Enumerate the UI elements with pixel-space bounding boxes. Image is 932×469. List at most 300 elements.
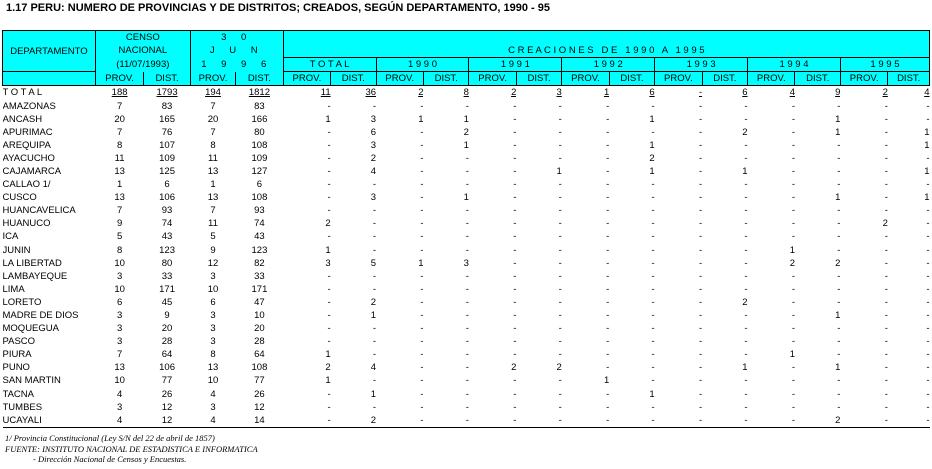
table-cell: 10 xyxy=(207,283,219,295)
table-cell: - xyxy=(327,401,331,413)
table-cell: 108 xyxy=(251,139,268,151)
table-row xyxy=(3,283,930,296)
table-cell: - xyxy=(744,179,748,191)
department-name: PASCO xyxy=(2,336,36,348)
table-cell: 2 xyxy=(742,296,748,308)
table-cell: 2 xyxy=(835,257,841,269)
table-row xyxy=(3,296,930,309)
table-cell: 7 xyxy=(210,100,216,112)
table-cell: - xyxy=(465,349,469,361)
table-cell: - xyxy=(791,323,795,335)
table-cell: - xyxy=(926,349,930,361)
table-cell: - xyxy=(558,270,562,282)
table-cell: - xyxy=(465,283,469,295)
table-cell: - xyxy=(744,100,748,112)
total-value: 4 xyxy=(789,87,795,99)
table-cell: - xyxy=(702,414,747,428)
jun-header-line2: J U N xyxy=(190,44,283,58)
table-cell: - xyxy=(884,165,888,177)
table-cell: 20 xyxy=(161,323,173,335)
table-cell: - xyxy=(748,414,795,428)
table-cell: - xyxy=(327,152,331,164)
table-cell: - xyxy=(372,218,377,230)
table-cell: - xyxy=(884,362,888,374)
department-name: HUANCAVELICA xyxy=(2,205,76,217)
table-cell: 3 xyxy=(210,310,216,322)
table-cell: - xyxy=(558,139,562,151)
table-cell: 4 xyxy=(116,388,123,400)
table-cell: - xyxy=(513,283,517,295)
table-cell: - xyxy=(651,401,655,413)
table-cell xyxy=(283,86,330,100)
table-cell: 28 xyxy=(254,336,265,348)
censo-header-line3: (11/07/1993) xyxy=(95,58,190,72)
table-cell: 1 xyxy=(116,179,123,191)
table-cell: - xyxy=(465,231,469,243)
table-cell: 1 xyxy=(325,375,331,387)
departamento-header: DEPARTAMENTO xyxy=(3,31,96,72)
table-cell: 11 xyxy=(208,218,218,230)
table-cell: - xyxy=(558,375,562,387)
table-cell: - xyxy=(465,336,469,348)
table-cell: - xyxy=(606,362,610,374)
table-cell: 127 xyxy=(251,165,268,177)
table-cell: - xyxy=(420,296,424,308)
table-cell: 10 xyxy=(114,375,125,387)
table-cell: 1 xyxy=(924,165,930,177)
table-cell: - xyxy=(744,336,748,348)
year-header: 1 9 9 4 xyxy=(748,58,841,72)
total-value: 1 xyxy=(603,87,610,99)
total-value: 4 xyxy=(924,87,930,99)
jun-header-line1: 3 0 xyxy=(190,31,283,45)
table-cell: 3 xyxy=(116,310,123,322)
table-cell: 6 xyxy=(164,179,170,191)
table-cell: 11 xyxy=(114,152,125,164)
table-cell: - xyxy=(558,152,562,164)
table-cell: 13 xyxy=(114,165,125,177)
censo-header-line2: NACIONAL xyxy=(95,44,190,58)
table-cell: 2 xyxy=(463,126,469,138)
department-name: LAMBAYEQUE xyxy=(2,270,68,282)
table-cell xyxy=(702,86,747,100)
table-cell: - xyxy=(420,323,424,335)
table-cell: - xyxy=(744,113,748,125)
table-cell: - xyxy=(884,257,888,269)
table-cell: - xyxy=(651,218,655,230)
total-value: 2 xyxy=(882,87,888,99)
table-cell: - xyxy=(651,244,655,256)
table-cell: - xyxy=(884,323,888,335)
table-cell: - xyxy=(837,283,841,295)
table-cell: 80 xyxy=(161,257,173,269)
table-cell: - xyxy=(372,205,377,217)
table-cell: - xyxy=(606,323,610,335)
table-cell: 5 xyxy=(370,257,377,269)
department-name: SAN MARTIN xyxy=(2,375,61,387)
prov-column-header: PROV. xyxy=(376,72,423,86)
table-cell: - xyxy=(283,414,330,428)
table-cell: 76 xyxy=(161,126,173,138)
table-cell: - xyxy=(926,336,930,348)
year-header: 1 9 9 3 xyxy=(655,58,748,72)
table-cell: - xyxy=(420,152,424,164)
table-cell: - xyxy=(837,152,841,164)
table-cell: - xyxy=(372,349,377,361)
table-cell: - xyxy=(884,126,888,138)
total-value: 8 xyxy=(463,87,469,99)
table-cell: 26 xyxy=(161,388,173,400)
table-cell: - xyxy=(651,100,655,112)
table-cell: - xyxy=(558,310,562,322)
table-cell: - xyxy=(884,205,888,217)
table-cell: - xyxy=(791,152,795,164)
table-cell: - xyxy=(606,310,610,322)
table-cell: 1 xyxy=(835,126,841,138)
table-cell: 3 xyxy=(370,139,377,151)
table-cell: 109 xyxy=(159,152,175,164)
table-cell: - xyxy=(837,336,841,348)
table-cell: 80 xyxy=(254,126,265,138)
table-cell: 2 xyxy=(556,362,562,374)
table-cell: 64 xyxy=(161,349,173,361)
table-cell: - xyxy=(651,349,655,361)
table-cell: - xyxy=(884,244,888,256)
table-cell: - xyxy=(558,323,562,335)
table-cell: - xyxy=(791,126,795,138)
table-cell: 2 xyxy=(325,362,331,374)
table-cell: 8 xyxy=(116,139,123,151)
table-cell xyxy=(888,86,930,100)
table-cell: 1 xyxy=(742,362,748,374)
table-cell: - xyxy=(884,283,888,295)
department-name: ICA xyxy=(2,231,19,243)
table-cell: - xyxy=(884,310,888,322)
table-cell: 77 xyxy=(254,375,265,387)
table-cell: 13 xyxy=(207,362,219,374)
table-cell: - xyxy=(926,257,930,269)
table-cell: - xyxy=(558,179,562,191)
table-cell: 2 xyxy=(370,152,377,164)
table-cell: 7 xyxy=(116,349,123,361)
table-cell xyxy=(423,86,468,100)
table-cell: 26 xyxy=(254,388,265,400)
table-cell: - xyxy=(606,113,610,125)
table-cell: - xyxy=(327,310,331,322)
table-cell: - xyxy=(926,100,930,112)
table-cell: 1 xyxy=(418,257,424,269)
table-cell: - xyxy=(698,336,703,348)
table-cell: - xyxy=(372,283,377,295)
table-cell: - xyxy=(698,257,703,269)
department-name: T O T A L xyxy=(2,87,43,99)
table-cell: - xyxy=(513,336,517,348)
table-cell: - xyxy=(651,362,655,374)
table-cell: 13 xyxy=(207,192,219,204)
table-cell: 171 xyxy=(159,283,175,295)
dist-column-header: DIST. xyxy=(516,72,561,86)
table-cell: 3 xyxy=(116,336,123,348)
table-cell: 3 xyxy=(116,401,123,413)
table-cell: - xyxy=(837,270,841,282)
table-cell: - xyxy=(513,296,517,308)
table-cell: 10 xyxy=(114,283,125,295)
table-cell: 6 xyxy=(256,179,263,191)
table-cell: 1 xyxy=(924,192,930,204)
table-cell xyxy=(190,86,235,100)
jun-header-line3: 1 9 9 6 xyxy=(190,58,283,72)
table-cell: - xyxy=(744,323,748,335)
table-cell: - xyxy=(926,388,930,400)
table-cell: 2 xyxy=(331,414,376,428)
table-title: 1.17 PERU: NUMERO DE PROVINCIAS Y DE DISTRITOS; CREADOS, SEGÚN DEPARTAMENTO, 1990 - 95 xyxy=(6,2,551,14)
table-cell: - xyxy=(744,231,748,243)
table-cell: - xyxy=(420,205,424,217)
table-cell: - xyxy=(926,401,930,413)
table-cell: - xyxy=(606,139,610,151)
table-cell: 1 xyxy=(835,310,841,322)
table-cell: 7 xyxy=(116,100,123,112)
table-cell: - xyxy=(651,375,655,387)
table-cell: - xyxy=(558,296,562,308)
table-cell: - xyxy=(744,257,748,269)
table-cell: 20 xyxy=(254,323,265,335)
table-cell: - xyxy=(840,414,887,428)
table-cell: 5 xyxy=(116,231,123,243)
table-cell: 43 xyxy=(161,231,173,243)
table-cell: - xyxy=(837,139,841,151)
table-cell: 64 xyxy=(254,349,265,361)
table-cell: 12 xyxy=(207,257,219,269)
table-cell: 4 xyxy=(370,362,377,374)
table-cell: 2 xyxy=(649,152,655,164)
table-cell: - xyxy=(698,388,703,400)
table-cell: 8 xyxy=(210,139,216,151)
table-cell: - xyxy=(837,388,841,400)
table-cell: - xyxy=(513,192,517,204)
table-cell: - xyxy=(420,349,424,361)
table-cell: - xyxy=(558,336,562,348)
table-cell: 3 xyxy=(116,270,123,282)
table-cell: - xyxy=(420,218,424,230)
table-cell: 8 xyxy=(210,349,216,361)
table-cell: - xyxy=(837,218,841,230)
table-cell: - xyxy=(513,388,517,400)
table-cell: 108 xyxy=(251,362,268,374)
table-cell: - xyxy=(744,270,748,282)
table-cell xyxy=(236,86,283,100)
table-cell: - xyxy=(744,139,748,151)
table-cell xyxy=(469,86,516,100)
table-body xyxy=(3,86,930,427)
year-header: 1 9 9 5 xyxy=(840,58,929,72)
table-cell: - xyxy=(516,414,561,428)
table-cell xyxy=(95,86,143,100)
table-cell: 10 xyxy=(114,257,125,269)
table-cell: 4 xyxy=(190,414,235,428)
table-cell: 1 xyxy=(835,362,841,374)
table-cell: - xyxy=(651,310,655,322)
header-row-2 xyxy=(3,44,930,58)
table-cell: - xyxy=(327,100,331,112)
table-row xyxy=(3,165,930,178)
table-cell: - xyxy=(791,218,795,230)
table-cell: 1 xyxy=(463,139,469,151)
table-cell: - xyxy=(372,179,377,191)
table-cell: 1 xyxy=(924,139,930,151)
table-cell: - xyxy=(372,323,377,335)
table-cell: 3 xyxy=(463,257,469,269)
table-row xyxy=(3,204,930,217)
table-cell: - xyxy=(837,231,841,243)
table-cell: - xyxy=(651,270,655,282)
department-name: PUNO xyxy=(2,362,30,374)
table-cell: - xyxy=(606,218,610,230)
table-cell: - xyxy=(420,388,424,400)
total-value: 194 xyxy=(205,87,221,99)
table-cell: 20 xyxy=(207,113,219,125)
department-name: MOQUEGUA xyxy=(2,323,59,335)
table-cell: - xyxy=(420,270,424,282)
table-cell: - xyxy=(562,414,609,428)
table-cell: 7 xyxy=(116,126,123,138)
table-cell xyxy=(331,86,376,100)
table-cell xyxy=(655,86,702,100)
table-cell: - xyxy=(420,192,424,204)
table-cell: - xyxy=(606,270,610,282)
table-cell: - xyxy=(837,205,841,217)
table-cell: - xyxy=(465,310,469,322)
table-cell: 1 xyxy=(789,244,795,256)
data-table xyxy=(2,30,930,428)
table-cell: - xyxy=(420,401,424,413)
table-row xyxy=(3,361,930,374)
table-cell: - xyxy=(698,401,703,413)
table-row xyxy=(3,348,930,361)
table-cell: - xyxy=(558,401,562,413)
table-cell: - xyxy=(698,244,703,256)
table-cell: 4 xyxy=(370,165,377,177)
table-cell: - xyxy=(513,126,517,138)
dist-column-header: DIST. xyxy=(331,72,376,86)
total-value: 11 xyxy=(320,87,331,99)
table-cell: - xyxy=(651,192,655,204)
table-cell: - xyxy=(558,388,562,400)
table-cell: - xyxy=(606,231,610,243)
table-cell: 166 xyxy=(251,113,268,125)
header-row-4 xyxy=(3,72,930,86)
table-row xyxy=(3,257,930,270)
department-name: CAJAMARCA xyxy=(2,165,62,177)
table-cell: 6 xyxy=(370,126,377,138)
table-cell: - xyxy=(558,218,562,230)
table-cell: 33 xyxy=(254,270,265,282)
table-cell: 1 xyxy=(556,165,562,177)
table-cell: - xyxy=(327,126,331,138)
department-name: CALLAO 1/ xyxy=(2,179,51,191)
table-cell: - xyxy=(926,244,930,256)
table-cell: - xyxy=(327,388,331,400)
table-cell: - xyxy=(513,152,517,164)
year-header: 1 9 9 2 xyxy=(562,58,655,72)
department-name: AREQUIPA xyxy=(2,139,51,151)
table-cell: - xyxy=(327,139,331,151)
table-cell: - xyxy=(791,375,795,387)
prov-column-header: PROV. xyxy=(840,72,887,86)
table-row xyxy=(3,113,930,126)
year-header: 1 9 9 1 xyxy=(469,58,562,72)
table-cell: 77 xyxy=(161,375,173,387)
year-header: 1 9 9 0 xyxy=(376,58,469,72)
table-cell: - xyxy=(884,113,888,125)
table-cell: - xyxy=(651,205,655,217)
prov-column-header: PROV. xyxy=(283,72,330,86)
table-cell: - xyxy=(513,323,517,335)
table-cell: - xyxy=(420,362,424,374)
table-cell: - xyxy=(420,310,424,322)
table-cell: 7 xyxy=(116,205,123,217)
table-cell: 3 xyxy=(210,336,216,348)
table-cell: 9 xyxy=(210,244,216,256)
table-cell: - xyxy=(558,244,562,256)
table-cell: - xyxy=(327,283,331,295)
header-row-1 xyxy=(3,31,930,45)
table-cell: - xyxy=(791,310,795,322)
table-cell xyxy=(840,86,887,100)
table-cell: - xyxy=(420,375,424,387)
table-cell: - xyxy=(884,192,888,204)
table-cell: - xyxy=(558,205,562,217)
table-cell: - xyxy=(884,152,888,164)
table-cell: - xyxy=(465,296,469,308)
table-cell: - xyxy=(884,375,888,387)
table-cell: - xyxy=(698,270,703,282)
total-value: 6 xyxy=(742,87,748,99)
table-cell: - xyxy=(926,231,930,243)
table-cell: - xyxy=(513,113,517,125)
table-cell: - xyxy=(465,205,469,217)
table-cell: 4 xyxy=(210,388,216,400)
table-cell: - xyxy=(884,296,888,308)
table-cell: 2 xyxy=(789,257,795,269)
table-cell: - xyxy=(791,388,795,400)
table-cell: - xyxy=(744,218,748,230)
footnote-callao: 1/ Provincia Constitucional (Ley S/N del 22 de abril de 1857) xyxy=(5,433,215,443)
table-row xyxy=(3,388,930,401)
dist-column-header: DIST. xyxy=(702,72,747,86)
table-cell: 3 xyxy=(210,270,216,282)
table-cell: - xyxy=(606,152,610,164)
department-name: JUNIN xyxy=(2,244,31,256)
table-cell: - xyxy=(420,165,424,177)
table-cell: - xyxy=(926,283,930,295)
table-cell: - xyxy=(884,179,888,191)
table-cell: 1 xyxy=(370,310,377,322)
table-cell: - xyxy=(372,100,377,112)
table-cell xyxy=(748,86,795,100)
table-cell: 9 xyxy=(116,218,123,230)
table-cell: - xyxy=(465,270,469,282)
table-row xyxy=(3,270,930,283)
table-cell: 125 xyxy=(159,165,175,177)
table-cell: - xyxy=(558,113,562,125)
table-cell: - xyxy=(372,375,377,387)
table-cell: 2 xyxy=(325,218,331,230)
table-cell: - xyxy=(791,336,795,348)
table-cell: - xyxy=(420,179,424,191)
table-cell xyxy=(144,86,190,100)
table-cell: - xyxy=(698,218,703,230)
